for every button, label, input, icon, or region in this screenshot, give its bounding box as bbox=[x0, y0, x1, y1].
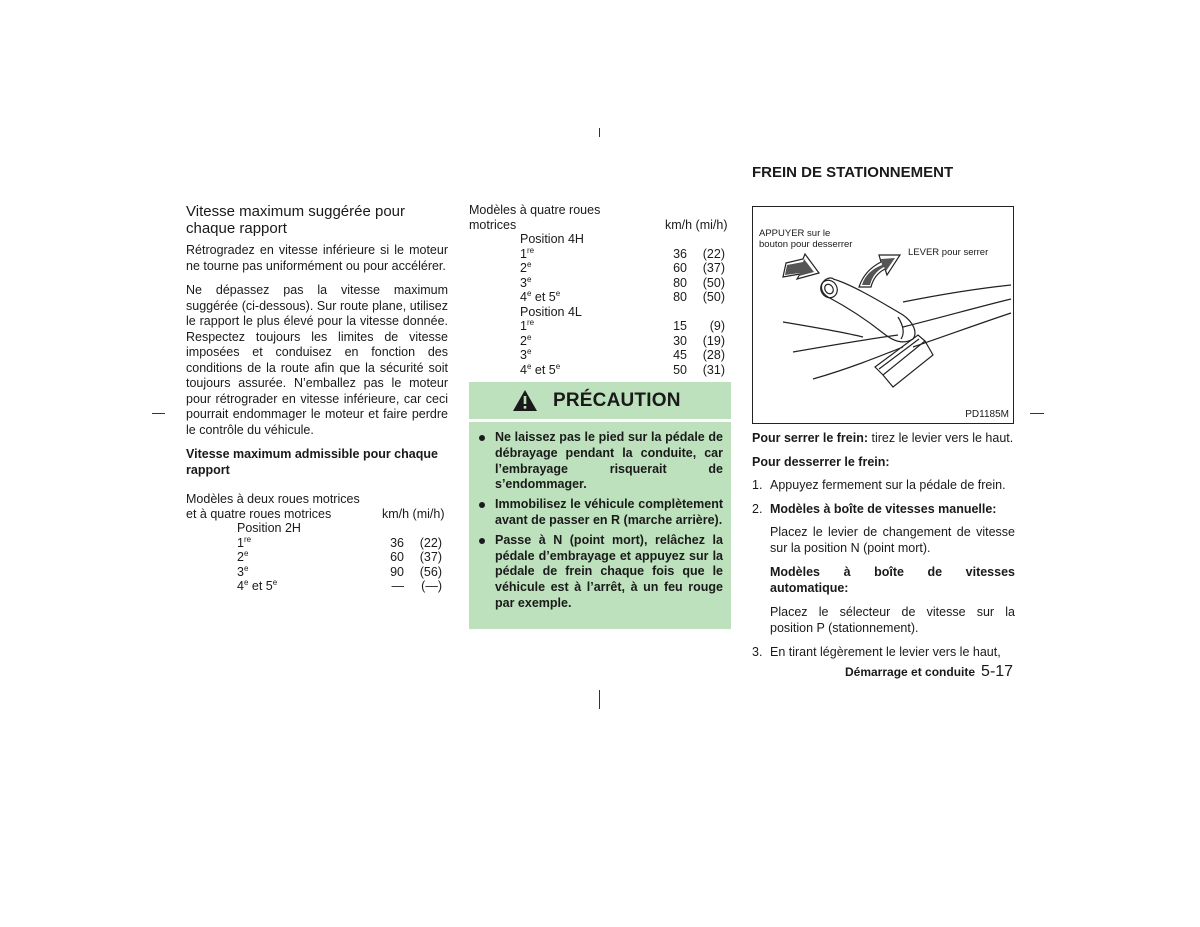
gear-cell: 2e bbox=[520, 260, 532, 275]
mph-cell: (31) bbox=[702, 362, 725, 377]
table-position-4l: Position 4L bbox=[520, 304, 582, 319]
table-row bbox=[469, 348, 731, 363]
crop-mark-right bbox=[1030, 413, 1044, 414]
figure-code: PD1185M bbox=[965, 409, 1009, 420]
kmh-cell: 50 bbox=[673, 362, 687, 377]
table-rows-4l bbox=[469, 319, 731, 377]
column-right bbox=[752, 431, 1015, 669]
section-heading: Vitesse maximum suggérée pour chaque rapport bbox=[186, 203, 405, 237]
release-brake-heading: Pour desserrer le frein: bbox=[752, 454, 890, 469]
page-footer bbox=[845, 663, 1013, 681]
mph-cell: (37) bbox=[702, 261, 725, 275]
mph-cell: (22) bbox=[419, 535, 442, 550]
gear-cell: 1re bbox=[520, 318, 535, 333]
paragraph-downshift: Rétrogradez en vitesse inférieure si le moteur ne tourne pas uniformément ou pour accélérer. bbox=[186, 243, 448, 273]
table-position: Position 2H bbox=[237, 521, 301, 535]
mph-cell: (19) bbox=[702, 333, 725, 348]
mph-cell: (22) bbox=[702, 246, 725, 261]
table-rows-2h bbox=[186, 536, 448, 594]
caution-title: PRÉCAUTION bbox=[553, 390, 681, 411]
column-left bbox=[186, 203, 448, 594]
table-row bbox=[469, 334, 731, 349]
table-row bbox=[186, 536, 448, 551]
table-row bbox=[469, 290, 731, 305]
mph-cell: (50) bbox=[702, 290, 725, 304]
kmh-cell: 80 bbox=[673, 275, 687, 290]
page-number: 5-17 bbox=[981, 663, 1014, 680]
figure-label-lift: LEVER pour serrer bbox=[908, 247, 989, 258]
gear-cell: 3e bbox=[520, 274, 532, 290]
table-row bbox=[469, 363, 731, 378]
caution-item: Ne laissez pas le pied sur la pédale de débrayage pendant la conduite, car l’embrayage risquerait de s’endommager. bbox=[479, 430, 723, 493]
table-row bbox=[186, 565, 448, 580]
paragraph-max-speed: Ne dépassez pas la vitesse maximum suggérée (ci-dessous). Sur route plane, utilisez le rapport le plus élevé pour la vitesse donnée. Respectez toujours les limites de vitesse imposées et conduisez en fonction des conditions de la route afin que la sécurité soit toujours assurée. N’emballez pas le moteur pour rétrograder en vitesse inférieure, car ceci pourrait endommager le moteur et faire perdre le contrôle du véhicule. bbox=[186, 283, 448, 437]
kmh-cell: 45 bbox=[673, 348, 687, 362]
table-header-row bbox=[469, 218, 731, 233]
page-title: FREIN DE STATIONNEMENT bbox=[752, 164, 954, 181]
kmh-cell: 30 bbox=[673, 333, 687, 348]
caution-item: Passe à N (point mort), relâchez la pédale d’embrayage et appuyez sur la pédale de frein chaque fois que le véhicule est à l’arrêt, à un feu rouge par exemple. bbox=[479, 533, 723, 612]
step-item: 1. Appuyez fermement sur la pédale de frein. bbox=[752, 478, 1006, 492]
table-header-row bbox=[186, 507, 448, 522]
footer-section: Démarrage et conduite bbox=[845, 665, 976, 679]
gear-cell: 4e et 5e bbox=[237, 578, 278, 593]
crop-mark-top bbox=[599, 128, 600, 137]
table-row bbox=[469, 319, 731, 334]
table-unit: km/h (mi/h) bbox=[382, 506, 445, 521]
table-unit: km/h (mi/h) bbox=[665, 217, 728, 232]
mph-cell: (28) bbox=[702, 348, 725, 362]
parking-brake-figure bbox=[752, 206, 1014, 424]
step-item: 3. En tirant légèrement le levier vers le haut, bbox=[752, 645, 1001, 659]
caution-item: Immobilisez le véhicule complètement avant de passer en R (marche arrière). bbox=[479, 497, 723, 529]
apply-brake-instruction: Pour serrer le frein: tirez le levier vers le haut. bbox=[752, 431, 1014, 445]
gear-cell: 2e bbox=[237, 549, 249, 564]
column-middle bbox=[469, 203, 731, 377]
mph-cell: (56) bbox=[419, 564, 442, 579]
gear-cell: 2e bbox=[520, 332, 532, 348]
manual-instruction: Placez le levier de changement de vitesse sur la position N (point mort). Modèles à boîte de vitesses automatique: Placez le sélecteur de vitesse sur la position P (stationnement). bbox=[770, 525, 1015, 635]
table-row bbox=[469, 247, 731, 262]
speed-table-2wd bbox=[186, 492, 448, 594]
kmh-cell: 60 bbox=[673, 261, 687, 275]
table-models-line1: Modèles à deux roues motrices bbox=[186, 492, 360, 506]
gear-cell: 4e et 5e bbox=[520, 289, 561, 304]
kmh-cell: 90 bbox=[390, 564, 404, 579]
table-models-line2: et à quatre roues motrices bbox=[186, 506, 332, 521]
gear-cell: 1re bbox=[520, 245, 535, 261]
step-item: 2. Modèles à boîte de vitesses manuelle: bbox=[752, 501, 997, 516]
table-title: Vitesse maximum admissible pour chaque rapport bbox=[186, 447, 438, 477]
gear-cell: 3e bbox=[520, 347, 532, 362]
mph-cell: (9) bbox=[709, 319, 725, 333]
release-steps bbox=[752, 478, 1015, 517]
kmh-cell: 60 bbox=[390, 550, 404, 564]
table-row bbox=[186, 579, 448, 594]
table-row bbox=[469, 261, 731, 276]
mph-cell: (50) bbox=[702, 275, 725, 290]
caution-body bbox=[469, 422, 731, 629]
bullet-icon bbox=[479, 538, 485, 544]
kmh-cell: — bbox=[391, 579, 404, 593]
figure-label-press: APPUYER sur le bouton pour desserrer bbox=[759, 228, 853, 250]
warning-triangle-icon bbox=[512, 389, 538, 412]
bullet-icon bbox=[479, 435, 485, 441]
kmh-cell: 80 bbox=[673, 290, 687, 304]
table-position-4h: Position 4H bbox=[520, 232, 584, 246]
speed-table-4wd bbox=[469, 203, 731, 377]
kmh-cell: 15 bbox=[673, 319, 687, 333]
table-models-line2: motrices bbox=[469, 217, 517, 232]
caution-list bbox=[479, 430, 723, 616]
table-row bbox=[186, 550, 448, 565]
gear-cell: 3e bbox=[237, 563, 249, 579]
crop-mark-bottom bbox=[599, 690, 600, 709]
mph-cell: (37) bbox=[419, 550, 442, 564]
release-step-3 bbox=[752, 645, 1015, 661]
mph-cell: (—) bbox=[421, 579, 442, 593]
gear-cell: 4e et 5e bbox=[520, 361, 561, 377]
kmh-cell: 36 bbox=[673, 246, 687, 261]
caution-header bbox=[469, 382, 731, 419]
gear-cell: 1re bbox=[237, 534, 252, 550]
kmh-cell: 36 bbox=[390, 535, 404, 550]
crop-mark-left bbox=[152, 413, 165, 414]
table-row bbox=[469, 276, 731, 291]
table-models-line1: Modèles à quatre roues bbox=[469, 203, 601, 217]
table-rows-4h bbox=[469, 247, 731, 305]
bullet-icon bbox=[479, 502, 485, 508]
